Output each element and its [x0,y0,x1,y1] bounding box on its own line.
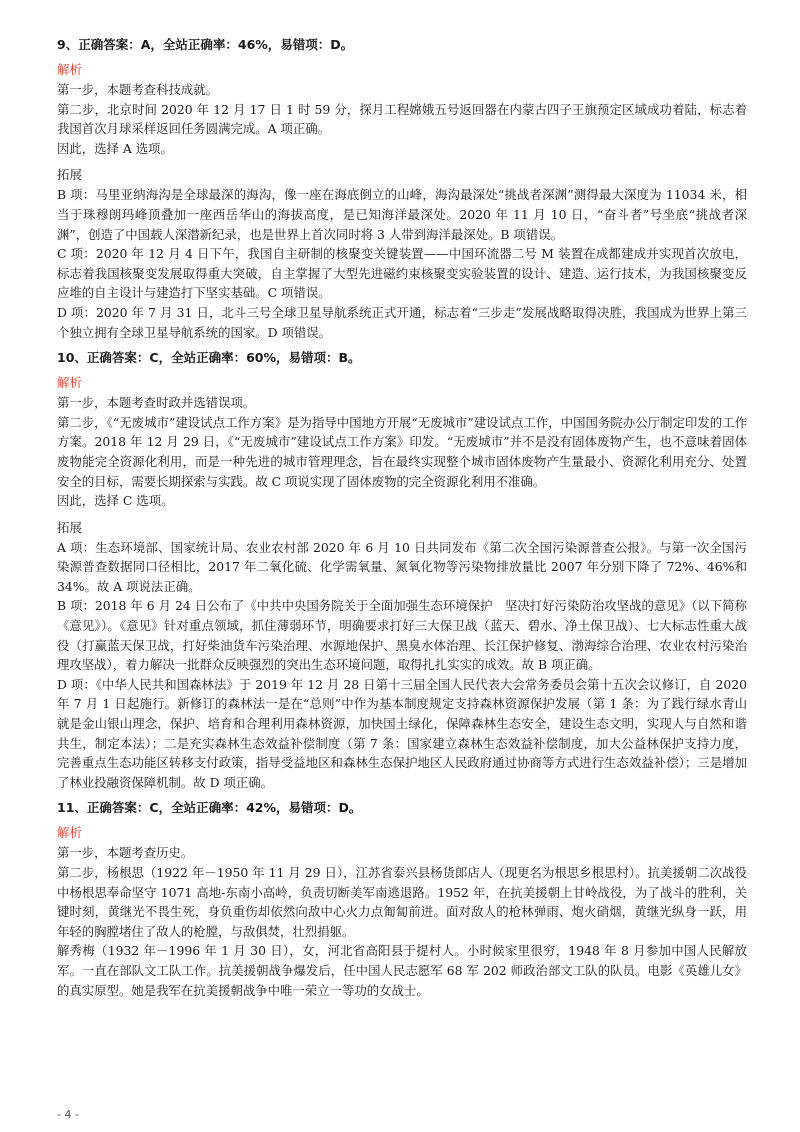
q9-extension-label: 拓展 [57,167,83,183]
q11-analysis-step2: 第二步，杨根思（1922 年－1950 年 11 月 29 日），江苏省泰兴县杨货郎店人（现更名为根思乡根思村）。抗美援朝二次战役中杨根思奉命坚守 1071 高地-东南小高岭，负责切断美军南逃退路。1952 年，在抗美援朝上甘岭战役，为了战斗的胜利，关键时刻，黄继光不畏生死，身负重伤却依然向敌中心火力点匍匐前进。面对敌人的枪林弹雨、炮火硝烟，黄继光纵身一跃，用年轻的胸膛堵住了敌人的枪膛，与敌俱焚，壮烈捐躯。 [57,865,747,939]
document-page [57,34,747,1000]
q10-extension-a: A 项：生态环境部、国家统计局、农业农村部 2020 年 6 月 10 日共同发布《第二次全国污染源普查公报》。与第一次全国污染源普查数据同口径相比，2017 年二氧化硫、化学需氧量、氮氧化物等污染物排放量比 2007 年分别下降了 72%、46%和 34%。故 A 项说法正确。 [57,539,747,594]
question-10-header: 10、正确答案：C，全站正确率：60%，易错项：B。 [57,350,361,366]
q10-extension-d: D 项：《中华人民共和国森林法》于 2019 年 12 月 28 日第十三届全国人民代表大会常务委员会第十五次会议修订，自 2020 年 7 月 1 日起施行。新修订的森林法一是在“总则”中作为基本制度规定支持森林资源保护发展（第 1 条：为了践行绿水青山就是金山银山理念，保护、培育和合理利用森林资源，加快国土绿化，保障森林生态安全，建设生态文明，实现人与自然和谐共生，制定本法）；二是充实森林生态效益补偿制度（第 7 条：国家建立森林生态效益补偿制度，加大公益林保护支持力度，完善重点生态功能区转移支付政策，指导受益地区和森林生态保护地区人民政府通过协商等方式进行生态效益补偿）；三是增加了林业投融资保障机制。故 D 项正确。 [57,676,747,790]
q10-analysis-label: 解析 [57,375,83,391]
q10-analysis-step2: 第二步，《“无废城市”建设试点工作方案》是为指导中国地方开展“无废城市”建设试点工作，中国国务院办公厅制定印发的工作方案。2018 年 12 月 29 日，《“无废城市”建设试点工作方案》印发。“无废城市”并不是没有固体废物产生，也不意味着固体废物能完全资源化利用，而是一种先进的城市管理理念，旨在最终实现整个城市固体废物产生量最小、资源化利用充分、处置安全的目标，需要长期探索与实践。故 C 项说实现了固体废物的完全资源化利用不准确。 [57,414,747,489]
q9-analysis-conclusion: 因此，选择 A 选项。 [57,140,173,156]
q10-extension-b: B 项：2018 年 6 月 24 日公布了《中共中央国务院关于全面加强生态环境保护 坚决打好污染防治攻坚战的意见》（以下简称《意见》）。《意见》针对重点领域，抓住薄弱环节，明确要求打好三大保卫战（蓝天、碧水、净土保卫战）、七大标志性重大战役（打赢蓝天保卫战，打好柴油货车污染治理、水源地保护、黑臭水体治理、长江保护修复、渤海综合治理、农业农村污染治理攻坚战），着力解决一批群众反映强烈的突出生态环境问题，取得扎扎实实的成效。故 B 项正确。 [57,598,747,673]
q11-analysis-label: 解析 [57,825,83,841]
q10-extension-label: 拓展 [57,519,83,535]
q9-extension-b: B 项：马里亚纳海沟是全球最深的海沟，像一座在海底倒立的山峰，海沟最深处“挑战者深渊”测得最大深度为 11034 米，相当于珠穆朗玛峰顶叠加一座西岳华山的海拔高度，是已知海洋最深处。2020 年 11 月 10 日，“奋斗者”号坐底“挑战者深渊”，创造了中国载人深潜新纪录，也是世界上首次同时将 3 人带到海洋最深处。B 项错误。 [57,187,747,242]
q11-analysis-xie-xiumei: 解秀梅（1932 年－1996 年 1 月 30 日），女，河北省高阳县于提村人。小时候家里很穷，1948 年 8 月参加中国人民解放军。一直在部队文工队工作。抗美援朝战争爆发后，任中国人民志愿军 68 军 202 师政治部文工队的队员。电影《英雄儿女》的真实原型。她是我军在抗美援朝战争中唯一荣立一等功的女战士。 [57,943,747,998]
q9-analysis-step1: 第一步，本题考查科技成就。 [57,82,219,97]
q10-analysis-step1: 第一步，本题考查时政并选错误项。 [57,395,256,411]
q11-analysis-step1: 第一步，本题考查历史。 [57,845,194,861]
question-11-header: 11、正确答案：C，全站正确率：42%，易错项：D。 [57,800,362,816]
q9-extension-c: C 项：2020 年 12 月 4 日下午，我国自主研制的核聚变关键装置——中国环流器二号 M 装置在成都建成并实现首次放电，标志着我国核聚变发展取得重大突破，自主掌握了大型先进磁约束核聚变实验装置的设计、建造、运行技术，为我国核聚变反应堆的自主设计与建造打下坚实基础。C 项错误。 [57,246,747,301]
question-9-header: 9、正确答案：A，全站正确率：46%，易错项：D。 [57,37,354,52]
q9-analysis-label: 解析 [57,62,83,77]
q9-extension-d: D 项：2020 年 7 月 31 日，北斗三号全球卫星导航系统正式开通，标志着“三步走”发展战略取得决胜，我国成为世界上第三个独立拥有全球卫星导航系统的国家。D 项错误。 [57,304,747,340]
q10-analysis-conclusion: 因此，选择 C 选项。 [57,493,174,509]
page-number: - 4 - [57,1108,79,1121]
q9-analysis-step2: 第二步，北京时间 2020 年 12 月 17 日 1 时 59 分，探月工程嫦娥五号返回器在内蒙古四子王旗预定区域成功着陆，标志着我国首次月球采样返回任务圆满完成。A 项正确。 [57,101,747,137]
